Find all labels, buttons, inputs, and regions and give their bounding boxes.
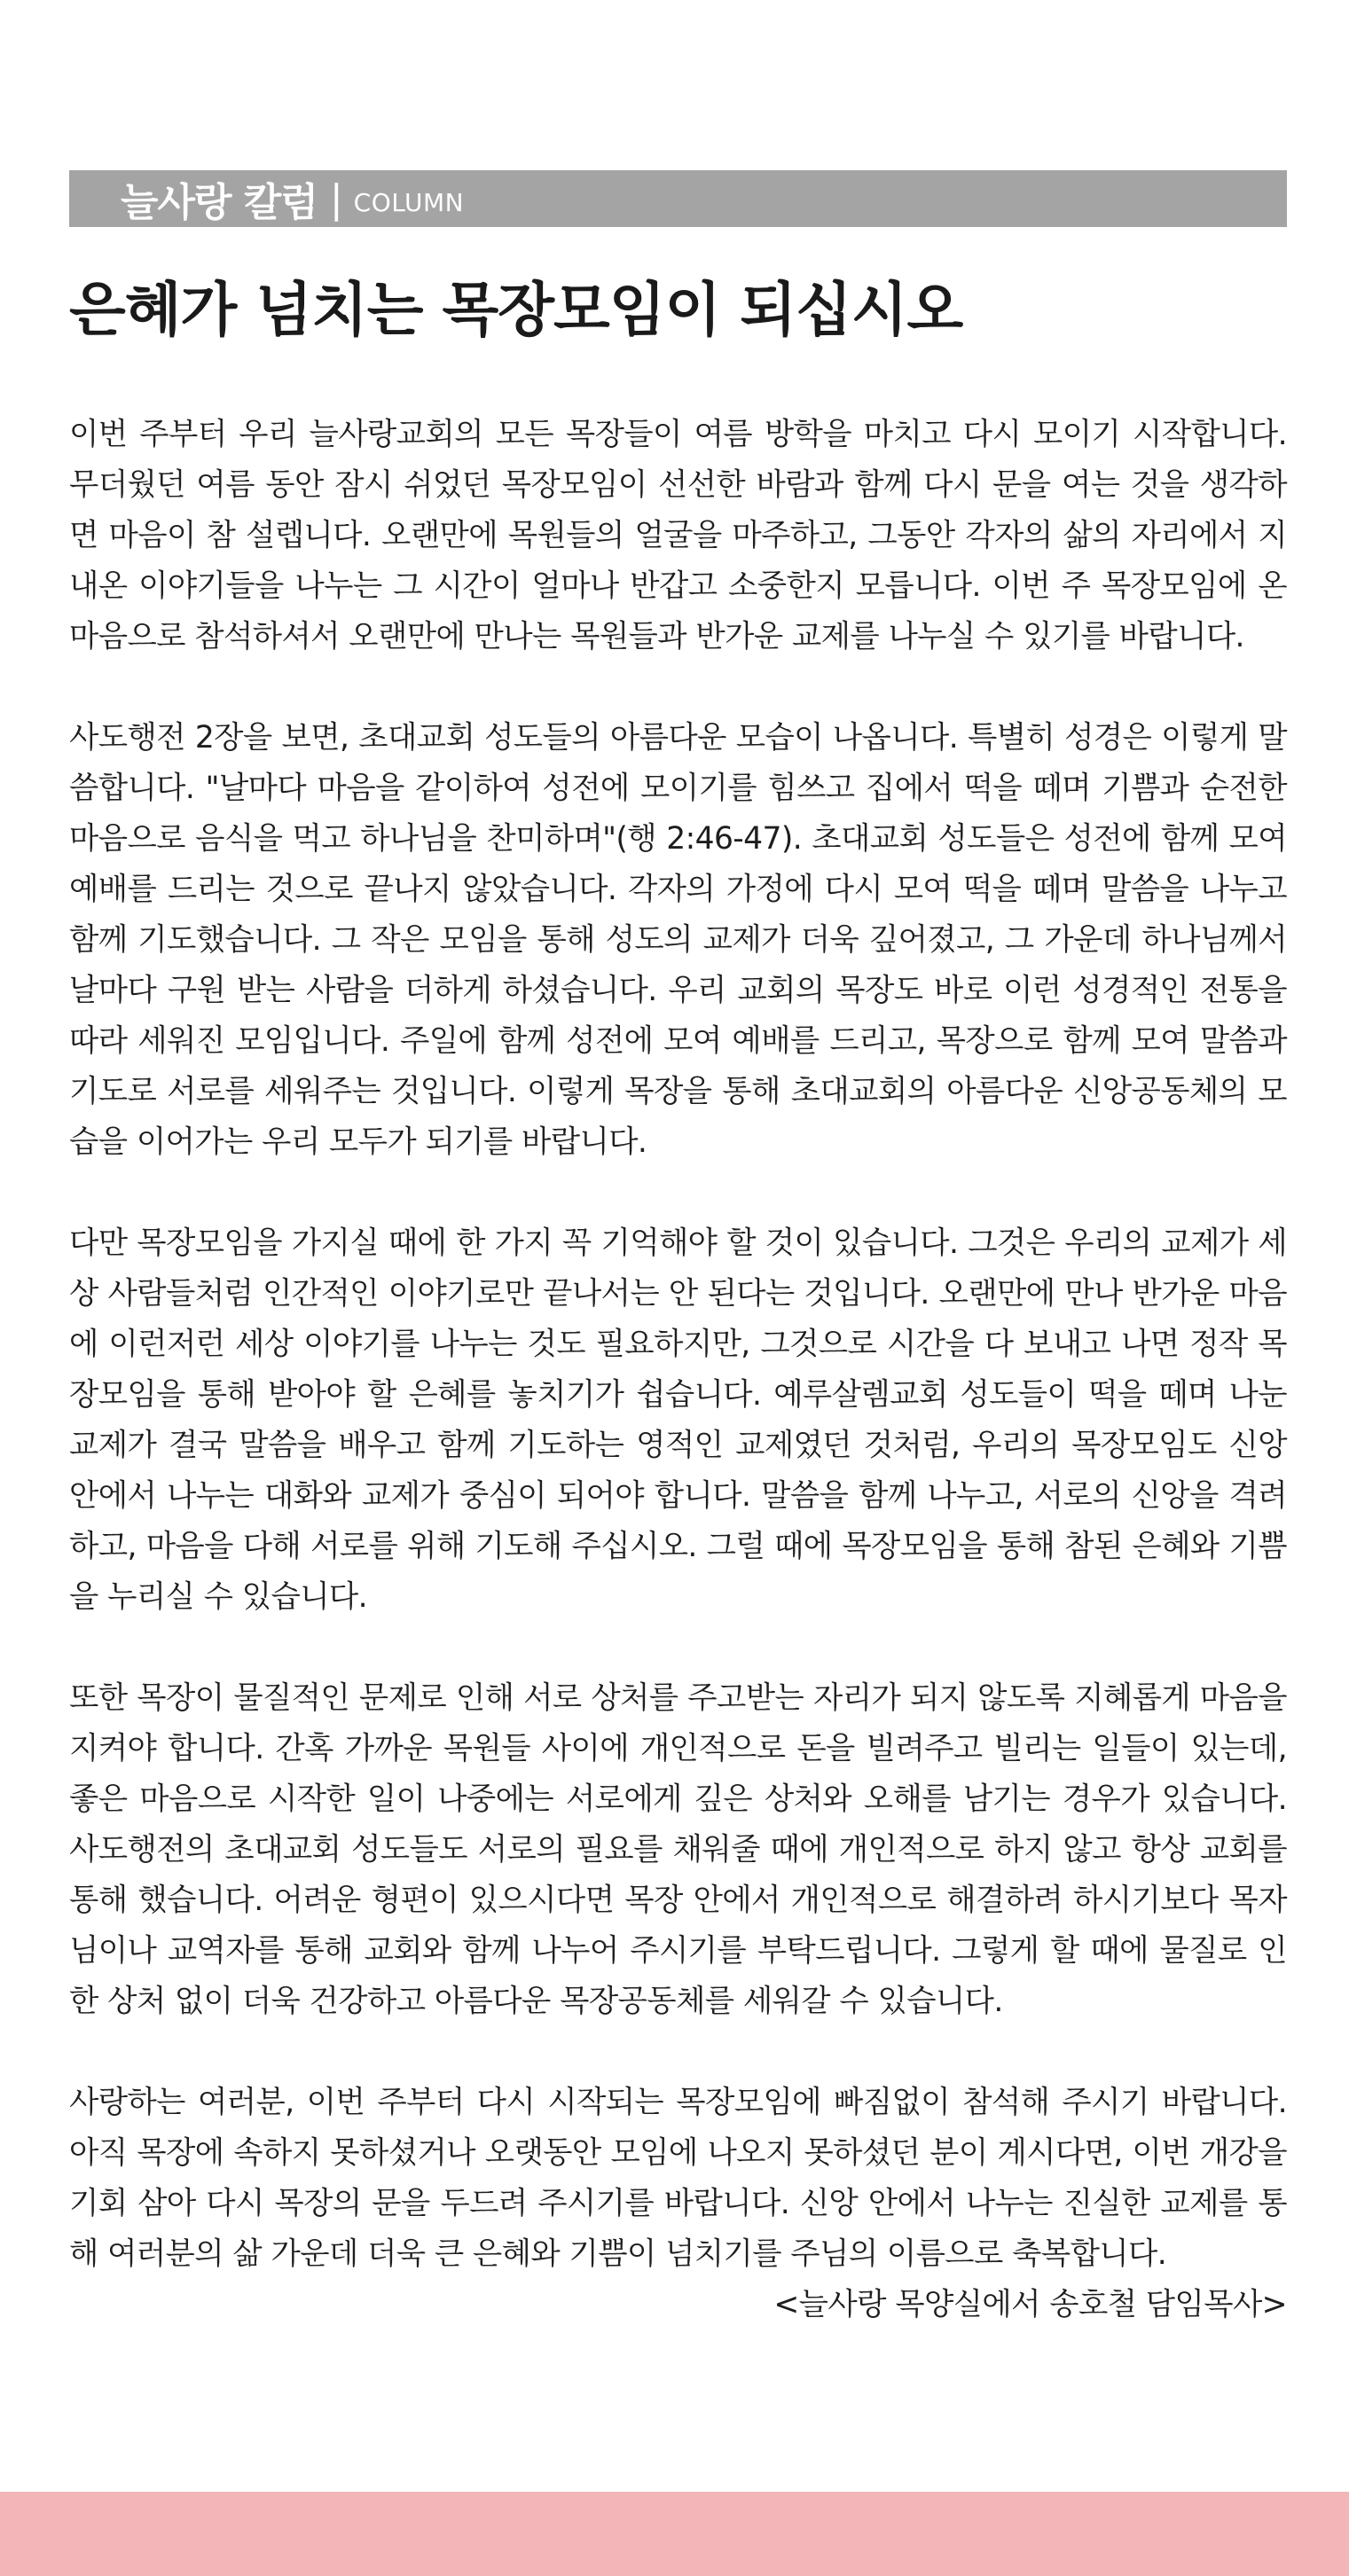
column-header-bar xyxy=(69,170,1287,227)
article-paragraph-5: 사랑하는 여러분, 이번 주부터 다시 시작되는 목장모임에 빠짐없이 참석해 주시기 바랍니다. 아직 목장에 속하지 못하셨거나 오랫동안 모임에 나오지 못하셨던 분이 계시다면, 이번 개강을 기회 삼아 다시 목장의 문을 두드려 주시기를 바랍니다. 신앙 안에서 나누는 진실한 교제를 통해 여러분의 삶 가운데 더욱 큰 은혜와 기쁨이 넘치기를 주님의 이름으로 축복합니다. xyxy=(69,2085,1287,2272)
column-section-subtitle: COLUMN xyxy=(353,187,465,217)
article-paragraph-2: 사도행전 2장을 보면, 초대교회 성도들의 아름다운 모습이 나옵니다. 특별히 성경은 이렇게 말씀합니다. "날마다 마음을 같이하여 성전에 모이기를 힘쓰고 집에서 떡을 떼며 기쁨과 순전한 마음으로 음식을 먹고 하나님을 찬미하며"(행 2:46-47). 초대교회 성도들은 성전에 함께 모여 예배를 드리는 것으로 끝나지 않았습니다. 각자의 가정에 다시 모여 떡을 떼며 말씀을 나누고 함께 기도했습니다. 그 작은 모임을 통해 성도의 교제가 더욱 깊어졌고, 그 가운데 하나님께서 날마다 구원 받는 사람을 더하게 하셨습니다. 우리 교회의 목장도 바로 이런 성경적인 전통을 따라 세워진 모임입니다. 주일에 함께 성전에 모여 예배를 드리고, 목장으로 함께 모여 말씀과 기도로 서로를 세워주는 것입니다. 이렇게 목장을 통해 초대교회의 아름다운 신앙공동체의 모습을 이어가는 우리 모두가 되기를 바랍니다. xyxy=(69,720,1287,1160)
column-section-title: 늘사랑 칼럼 xyxy=(121,180,318,225)
article-title: 은혜가 넘치는 목장모임이 되십시오 xyxy=(69,276,963,344)
article-paragraph-4: 또한 목장이 물질적인 문제로 인해 서로 상처를 주고받는 자리가 되지 않도록 지혜롭게 마음을 지켜야 합니다. 간혹 가까운 목원들 사이에 개인적으로 돈을 빌려주고 빌리는 일들이 있는데, 좋은 마음으로 시작한 일이 나중에는 서로에게 깊은 상처와 오해를 남기는 경우가 있습니다. 사도행전의 초대교회 성도들도 서로의 필요를 채워줄 때에 개인적으로 하지 않고 항상 교회를 통해 했습니다. 어려운 형편이 있으시다면 목장 안에서 개인적으로 해결하려 하시기보다 목자님이나 교역자를 통해 교회와 함께 나누어 주시기를 부탁드립니다. 그렇게 할 때에 물질로 인한 상처 없이 더욱 건강하고 아름다운 목장공동체를 세워갈 수 있습니다. xyxy=(69,1680,1287,2019)
column-header-separator: | xyxy=(329,176,343,222)
article-signature: <늘사랑 목양실에서 송호철 담임목사> xyxy=(773,2287,1287,2322)
article-body xyxy=(69,410,1287,2330)
footer-band xyxy=(0,2492,1349,2576)
article-paragraph-3: 다만 목장모임을 가지실 때에 한 가지 꼭 기억해야 할 것이 있습니다. 그것은 우리의 교제가 세상 사람들처럼 인간적인 이야기로만 끝나서는 안 된다는 것입니다. 오랜만에 만나 반가운 마음에 이런저런 세상 이야기를 나누는 것도 필요하지만, 그것으로 시간을 다 보내고 나면 정작 목장모임을 통해 받아야 할 은혜를 놓치기가 쉽습니다. 예루살렘교회 성도들이 떡을 떼며 나눈 교제가 결국 말씀을 배우고 함께 기도하는 영적인 교제였던 것처럼, 우리의 목장모임도 신앙 안에서 나누는 대화와 교제가 중심이 되어야 합니다. 말씀을 함께 나누고, 서로의 신앙을 격려하고, 마음을 다해 서로를 위해 기도해 주십시오. 그럴 때에 목장모임을 통해 참된 은혜와 기쁨을 누리실 수 있습니다. xyxy=(69,1225,1287,1615)
article-paragraph-1: 이번 주부터 우리 늘사랑교회의 모든 목장들이 여름 방학을 마치고 다시 모이기 시작합니다. 무더웠던 여름 동안 잠시 쉬었던 목장모임이 선선한 바람과 함께 다시 문을 여는 것을 생각하면 마음이 참 설렙니다. 오랜만에 목원들의 얼굴을 마주하고, 그동안 각자의 삶의 자리에서 지내온 이야기들을 나누는 그 시간이 얼마나 반갑고 소중한지 모릅니다. 이번 주 목장모임에 온 마음으로 참석하셔서 오랜만에 만나는 목원들과 반가운 교제를 나누실 수 있기를 바랍니다. xyxy=(69,417,1287,654)
